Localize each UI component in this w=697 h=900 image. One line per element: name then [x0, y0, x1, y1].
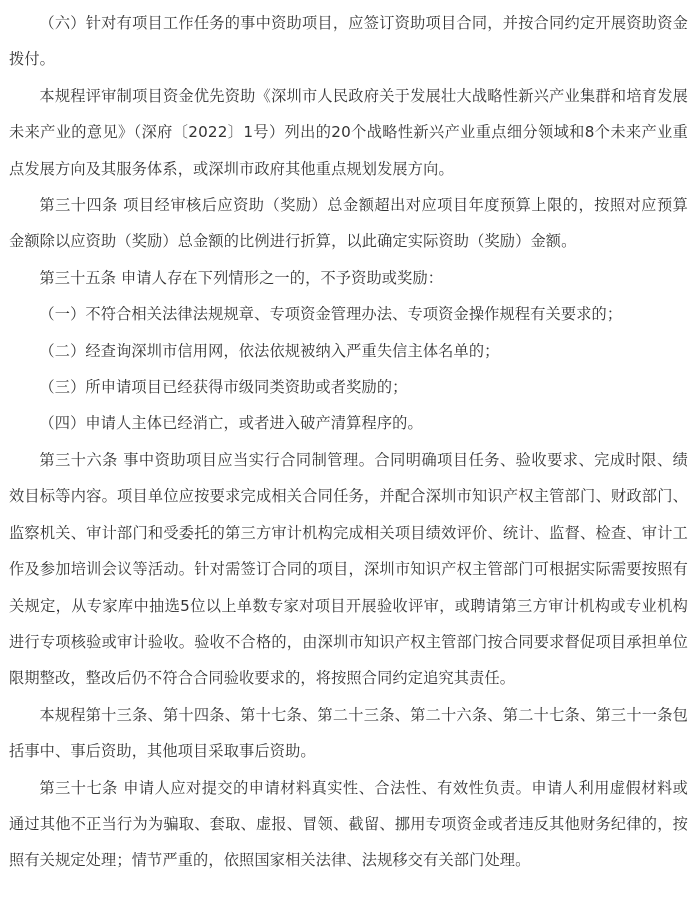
paragraph-item-6-contract: （六）针对有项目工作任务的事中资助项目，应签订资助项目合同，并按合同约定开展资助资金拨付。: [9, 14, 688, 69]
paragraph-article-34: 第三十四条 项目经审核后应资助（奖励）总金额超出对应项目年度预算上限的，按照对应预算金额除以应资助（奖励）总金额的比例进行折算，以此确定实际资助（奖励）金额。: [9, 196, 688, 251]
paragraph-funding-priority: 本规程评审制项目资金优先资助《深圳市人民政府关于发展壮大战略性新兴产业集群和培育发展未来产业的意见》（深府〔2022〕1号）列出的20个战略性新兴产业重点细分领域和8个未来产业重点发展方向及其服务体系，或深圳市政府其他重点规划发展方向。: [9, 86, 688, 178]
paragraph-funding-scope: 本规程第十三条、第十四条、第十七条、第二十三条、第二十六条、第二十七条、第三十一条包括事中、事后资助，其他项目采取事后资助。: [9, 705, 688, 761]
paragraph-article-37: 第三十七条 申请人应对提交的申请材料真实性、合法性、有效性负责。申请人利用虚假材料或通过其他不正当行为为骗取、套取、虚报、冒领、截留、挪用专项资金或者违反其他财务纪律的，按照有关规定处理；情节严重的，依照国家相关法律、法规移交有关部门处理。: [9, 778, 688, 870]
paragraph-article-35-item-4: （四）申请人主体已经消亡，或者进入破产清算程序的。: [39, 414, 423, 433]
paragraph-article-35-item-2: （二）经查询深圳市信用网，依法依规被纳入严重失信主体名单的；: [39, 341, 500, 360]
paragraph-article-36: 第三十六条 事中资助项目应当实行合同制管理。合同明确项目任务、验收要求、完成时限、绩效目标等内容。项目单位应按要求完成相关合同任务，并配合深圳市知识产权主管部门、财政部门、监察机关、审计部门和受委托的第三方审计机构完成相关项目绩效评价、统计、监督、检查、审计工作及参加培训会议等活动。针对需签订合同的项目，深圳市知识产权主管部门可根据实际需要按照有关规定，从专家库中抽选5位以上单数专家对项目开展验收评审，或聘请第三方审计机构或专业机构进行专项核验或审计验收。验收不合格的，由深圳市知识产权主管部门按合同要求督促项目承担单位限期整改，整改后仍不符合合同验收要求的，将按照合同约定追究其责任。: [9, 450, 688, 688]
paragraph-article-35-item-3: （三）所申请项目已经获得市级同类资助或者奖励的；: [39, 378, 408, 397]
paragraph-article-35-item-1: （一）不符合相关法律法规规章、专项资金管理办法、专项资金操作规程有关要求的；: [39, 305, 623, 324]
paragraph-article-35: 第三十五条 申请人存在下列情形之一的，不予资助或奖励：: [39, 268, 444, 287]
